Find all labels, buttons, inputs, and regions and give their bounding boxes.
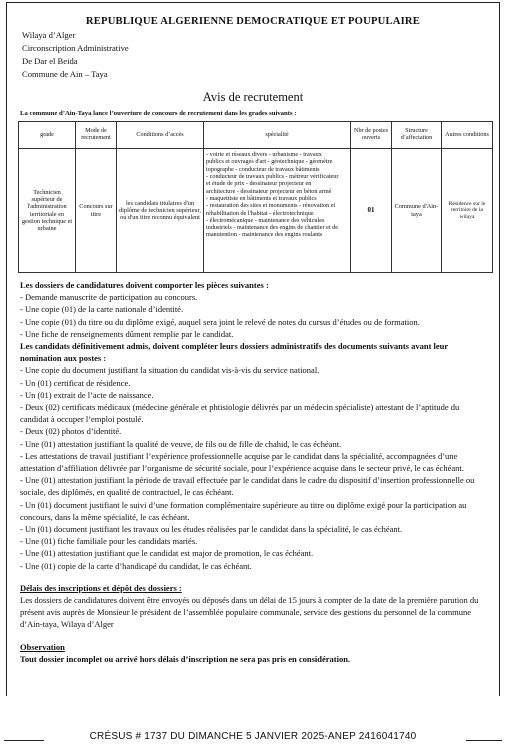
frame-right-border — [499, 2, 500, 696]
specialite-line: publics et ouvrages d'art - géotechnique - géomètre — [206, 158, 333, 166]
admis-title: Les candidats définitivement admis, doivent compléter leurs dossiers administratifs des documents suivants avant leur nomination aux postes : — [20, 341, 449, 364]
cell-mode: Concours sur titre — [76, 149, 117, 273]
list-item: - Une fiche de renseignements dûment remplie par le candidat. — [20, 328, 234, 339]
recruitment-table — [18, 121, 493, 273]
delais-title: Délais des inscriptions et dépôt des dossiers : — [20, 582, 182, 593]
header-line-wilaya: Wilaya d’Alger — [22, 30, 76, 40]
cell-postes: 01 — [351, 149, 392, 273]
specialite-line: industriels - maintenance des engins de chantier et de — [206, 224, 338, 232]
list-item: - Un (01) certificat de résidence. — [20, 377, 131, 388]
header-mode: Mode de recrutement — [76, 122, 117, 149]
header-structure: Structure d’affectation — [392, 122, 442, 149]
header-autres: Autres conditions — [442, 122, 493, 149]
header-postes: Nbr de postes ouverts — [351, 122, 392, 149]
list-item: - Une copie (01) du titre ou du diplôme exigé, auquel sera joint le relevé de notes du cursus d’études ou de formation. — [20, 316, 420, 327]
specialite-line: topographe - conducteur de travaux bâtiments — [206, 165, 320, 173]
list-item: - Une (01) attestation justifiant que le candidat est major de promotion, le cas échéant. — [20, 548, 314, 559]
list-item: - Une (01) attestation justifiant la qualité de veuve, de fils ou de fille de chahid, le cas échéant. — [20, 438, 342, 449]
header-conditions: Conditions d’accès — [117, 122, 204, 149]
observation-title: Observation — [20, 641, 65, 652]
specialite-line: - électromécanique - maintenance des véhicules — [206, 216, 325, 224]
dossiers-title: Les dossiers de candidatures doivent comporter les pièces suivantes : — [20, 280, 269, 290]
cell-structure: Commune d'Ain-taya — [392, 149, 442, 273]
specialite-line: et étude de prix - dessinateur projecteur en — [206, 180, 312, 188]
spacer — [20, 572, 490, 582]
header-line-circonscription: Circonscription Administrative — [22, 43, 129, 53]
spacer — [20, 631, 490, 641]
specialite-line: - maquettiste en bâtiments et travaux publics — [206, 194, 317, 202]
header-line-commune: Commune de Ain – Taya — [22, 69, 108, 79]
table-header-row — [19, 122, 493, 149]
list-item: - Une (01) attestation justifiant la période de travail effectuée par le candidat dans le cadre du dispositif d’insertion professionnelle ou sociale, des diplômés, en qualité de contractuel, le cas échéant. — [20, 475, 475, 498]
observation-text: Tout dossier incomplet ou arrivé hors délais d’inscription ne sera pas pris en considération. — [20, 653, 351, 664]
specialite-line: architecture - dessinateur projecteur en béton armé — [206, 187, 332, 195]
specialite-line: manutention - maintenance des engins roulants — [206, 231, 323, 239]
header-line-dar-el-beida: De Dar el Beida — [22, 56, 78, 66]
list-item: - Demande manuscrite de participation au concours. — [20, 292, 198, 303]
specialite-line: - conducteur de travaux publics - métreur vérificateur — [206, 172, 339, 180]
list-item: - Un (01) document justifiant le suivi d’une formation complémentaire supérieure au titre ou diplôme exigé pour la participation au concours, dans la même spécialité, le cas échéant. — [20, 499, 467, 522]
republic-heading: REPUBLIQUE ALGERIENNE DEMOCRATIQUE ET POUPULAIRE — [85, 16, 421, 27]
list-item: - Les attestations de travail justifiant l’expérience professionnelle acquise par le candidat dans la spécialité, accompagnées d’une attestation d’affiliation délivrée par l’organisme de sécurité sociale, pour l’expérience acquise dans le secteur privé, le cas échéant. — [20, 450, 464, 474]
delais-text: Les dossiers de candidatures doivent être envoyés ou déposés dans un délai de 15 jours à compter de la date de la première parution du présent avis auprès de Monsieur le président de l’assemblée populaire communale, service des gestions du personnel de la commune d’Ain-taya, Wilaya d’Alger — [20, 595, 479, 630]
table-row — [19, 149, 493, 273]
intro-text: La commune d’Ain-Taya lance l’ouverture de concours de recrutement dans les grades suivants : — [20, 110, 297, 117]
frame-top-border — [6, 2, 500, 3]
header-grade: grade — [19, 122, 76, 149]
footer-reference: CRÉSUS # 1737 DU DIMANCHE 5 JANVIER 2025-ANEP 2416041740 — [89, 731, 417, 742]
list-item: - Une copie du document justifiant la situation du candidat vis-à-vis du service national. — [20, 365, 320, 376]
cell-specialite — [204, 149, 351, 273]
list-item: - Deux (02) certificats médicaux (médecine générale et phtisiologie délivrés par un médecin spécialiste) attestant de l’aptitude du candidat à occuper l’emploi postulé. — [20, 402, 460, 425]
list-item: - Une (01) fiche familiale pour les candidats mariés. — [20, 536, 198, 547]
list-item: - Deux (02) photos d’identité. — [20, 426, 122, 437]
list-item: - Une (01) copie de la carte d’handicapé du candidat, le cas échéant. — [20, 560, 252, 571]
page-title: Avis de recrutement — [202, 90, 304, 104]
cell-conditions: les candidats titulaires d'un diplôme de technicien supérieur, ou d'un titre reconnu équivalent — [117, 149, 204, 273]
frame-left-border — [6, 2, 7, 696]
cell-grade: Technicien supérieur de l'administration territoriale en gestion technique et urbaine — [19, 149, 76, 273]
list-item: - Une copie (01) de la carte nationale d’identité. — [20, 304, 184, 315]
body-text — [20, 279, 490, 665]
header-specialite: spécialité — [204, 122, 351, 149]
cell-autres: Résidence sur le territoire de la wilaya — [442, 149, 493, 273]
list-item: - Un (01) document justifiant les travaux ou les études réalisées par le candidat dans la spécialité, le cas échéant. — [20, 524, 403, 535]
specialite-line: réhabilitation de l'habitat - électrotechnique — [206, 209, 314, 217]
specialite-line: - restauration des sites et monuments - rénovation et — [206, 202, 336, 210]
specialite-line: - voirie et réseaux divers - urbanisme - travaux — [206, 151, 322, 158]
list-item: - Un (01) extrait de l’acte de naissance. — [20, 389, 154, 400]
